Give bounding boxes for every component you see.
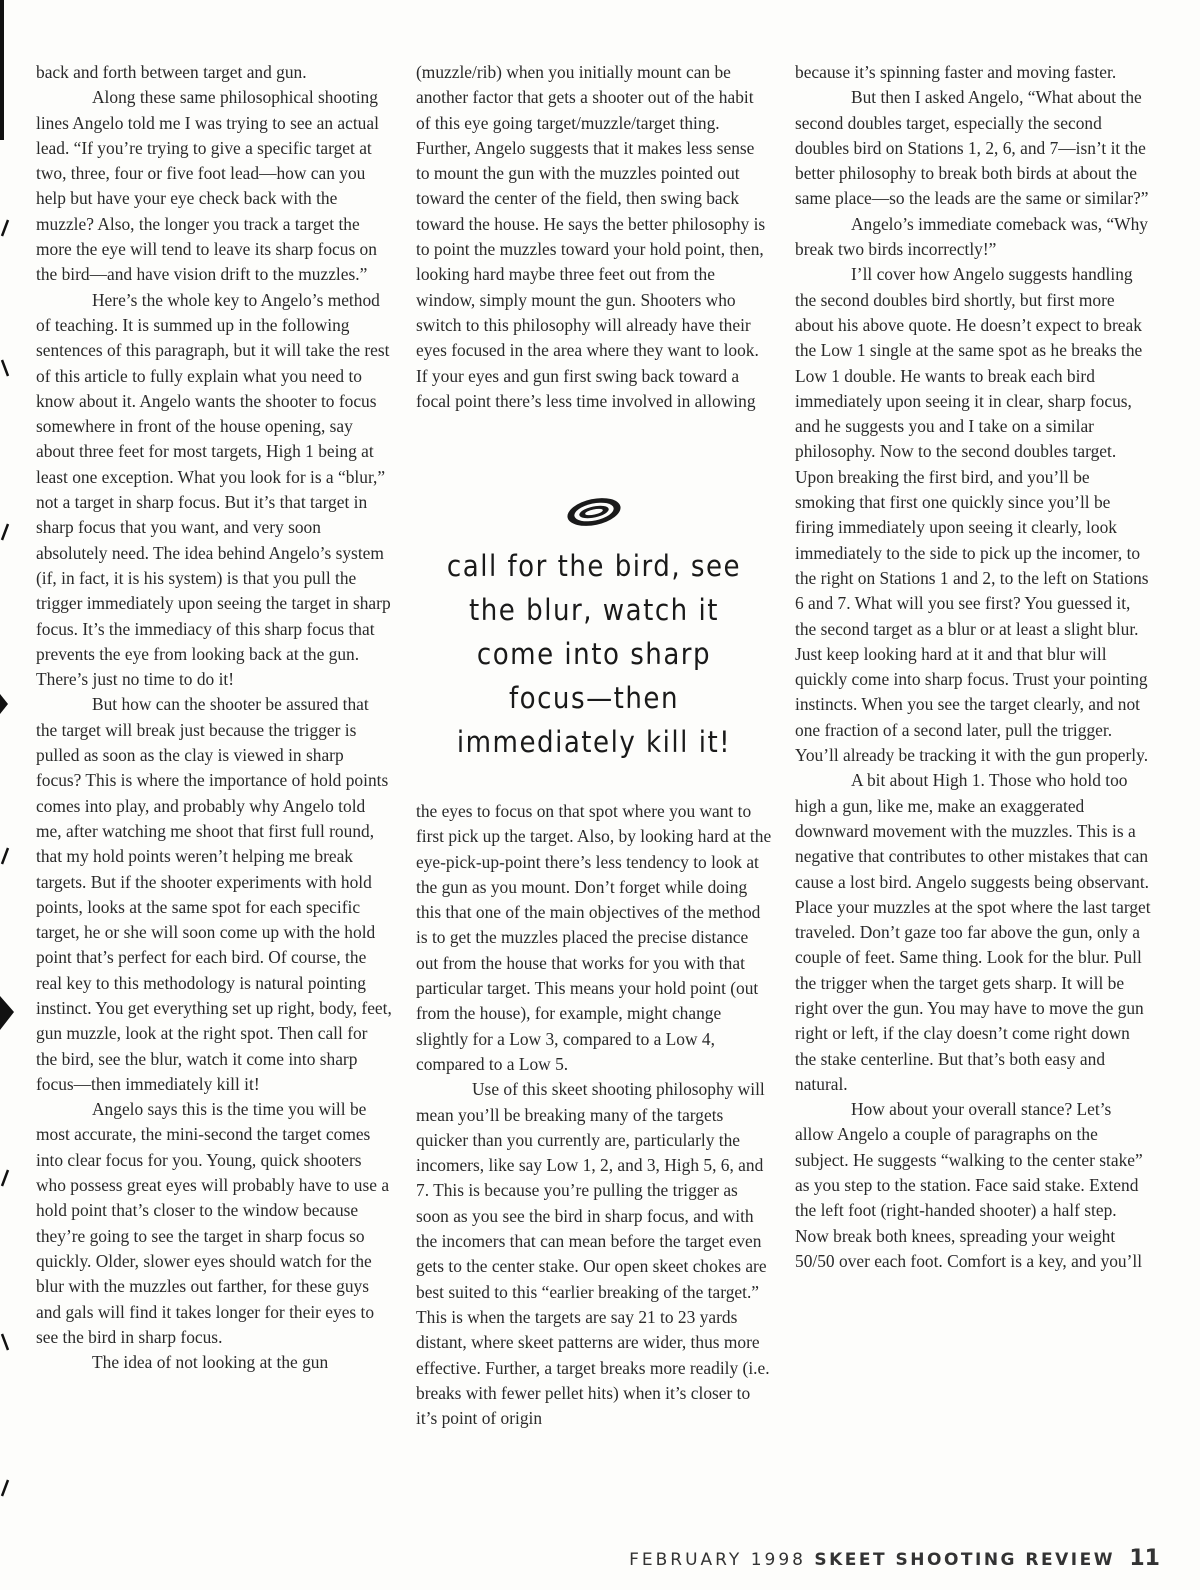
article-column-1 (36, 60, 392, 1375)
article-column-2-top (416, 60, 772, 414)
paragraph: I’ll cover how Angelo suggests handling the second doubles bird shortly, but first more about his above quote. He doesn’t expect to break the Low 1 single at the same spot as he breaks the Low 1 double. He wants to break each bird immediately upon seeing it in clear, sharp focus, and he suggests you and I take on a similar philosophy. Now to the second doubles target. Upon breaking the first bird, and you’ll be smoking that first one quickly since you’ll be firing immediately upon seeing it clearly, look immediately to the side to pick up the incomer, to the right on Stations 1 and 2, to the left on Stations 6 and 7. What will you see first? You guessed it, the second target as a blur or at least a slight blur. Just keep looking hard at it and that blur will quickly come into sharp focus. Trust your pointing instincts. When you see the target clearly, and not one fraction of a second later, pull the trigger. You’ll already be tracking it with the gun properly. (795, 264, 1149, 766)
article-column-2-bottom (416, 799, 772, 1431)
paragraph: the eyes to focus on that spot where you want to first pick up the target. Also, by looking hard at the eye-pick-up-point there’s less tendency to look at the gun as you mount. Don’t forget while doing this that one of the main objectives of the method is to get the muzzles placed the precise distance out from the house that works for you with that particular target. This means your hold point (out from the house), for example, might change slightly for a Low 3, compared to a Low 4, compared to a Low 5. (416, 801, 772, 1074)
paragraph: Angelo’s immediate comeback was, “Why break two birds incorrectly!” (795, 213, 1148, 260)
paragraph: How about your overall stance? Let’s allow Angelo a couple of paragraphs on the subject. He suggests “walking to the center stake” as you step to the station. Face said stake. Extend the left foot (right-handed shooter) a half step. Now break both knees, spreading your weight 50/50 over each foot. Comfort is a key, and you’ll (795, 1099, 1143, 1271)
clay-target-icon (565, 494, 623, 530)
magazine-name: SKEET SHOOTING REVIEW (814, 1550, 1115, 1570)
paragraph: The idea of not looking at the gun (92, 1352, 329, 1373)
paragraph: Here’s the whole key to Angelo’s method of teaching. It is summed up in the following sentences of this paragraph, but it will take the rest of this article to fully explain what you need to know about it. Angelo wants the shooter to focus somewhere in front of the house opening, say about three feet for most targets, High 1 being at least one exception. What you look for is a “blur,” not a target in sharp focus. But it’s that target in sharp focus that you want, and very soon absolutely need. The idea behind Angelo’s system (if, in fact, it is his system) is that you pull the trigger immediately upon seeing the target in sharp focus. It’s the immediacy of this sharp focus that prevents the eye from looking back at the gun. There’s just no time to do it! (36, 289, 391, 690)
paragraph: Angelo says this is the time you will be most accurate, the mini-second the target comes into clear focus for you. Young, quick shooters who possess great eyes will probably have to use a hold point that’s closer to the window because they’re going to see the target in sharp focus so quickly. Older, slower eyes should watch for the blur with the muzzles out farther, for these guys and gals will find it takes longer for their eyes to see the bird in sharp focus. (36, 1099, 390, 1347)
pull-quote (416, 488, 772, 788)
article-column-3 (795, 60, 1151, 1274)
paragraph: But then I asked Angelo, “What about the second doubles target, especially the second doubles bird on Stations 1, 2, 6, and 7—isn’t it the better philosophy to break both birds at about the same place—so the leads are the same or similar?” (795, 87, 1149, 209)
paragraph: A bit about High 1. Those who hold too high a gun, like me, make an exaggerated downward movement with the muzzles. This is a negative that contributes to other mistakes that can cause a lost bird. Angelo suggests being observant. Place your muzzles at the spot where the last target traveled. Don’t gaze too far above the gun, only a couple of feet. Same thing. Look for the blur. Pull the trigger when the target gets sharp. It will be right over the gun. You may have to move the gun right or left, if the clay doesn’t come right down the stake centerline. But that’s both easy and natural. (795, 770, 1151, 1094)
paragraph: back and forth between target and gun. (36, 62, 307, 82)
binding-edge-marks (0, 0, 14, 1590)
paragraph: But how can the shooter be assured that the target will break just because the trigger is pulled as soon as the clay is viewed in sharp focus? This is where the importance of hold points comes into play, and probably why Angelo told me, after watching me shoot that first full round, that my hold points weren’t helping me break targets. But if the shooter experiments with hold points, looks at the same spot for each specific target, he or she will soon come up with the hold point that’s perfect for each bird. Of course, the real key to this methodology is natural pointing instinct. You get everything set up right, body, feet, gun muzzle, look at the right spot. Then call for the bird, see the blur, watch it come into sharp focus—then immediately kill it! (36, 694, 392, 1094)
page-footer (629, 1546, 1160, 1571)
paragraph: Use of this skeet shooting philosophy will mean you’ll be breaking many of the targets quicker than you currently are, particularly the incomers, like say Low 1, 2, and 3, High 5, 6, and 7. This is because you’re pulling the trigger as soon as you see the bird in sharp focus, and with the incomers that can mean before the target even gets to the center stake. Our open skeet chokes are best suited to this “earlier breaking of the target.” This is when the targets are say 21 to 23 yards distant, where skeet patterns are wider, thus more effective. Further, a target breaks more readily (i.e. breaks with fewer pellet hits) when it’s closer to it’s point of origin (416, 1079, 770, 1429)
paragraph: (muzzle/rib) when you initially mount can be another factor that gets a shooter out of the habit of this eye going target/muzzle/target thing. Further, Angelo suggests that it makes less sense to mount the gun with the muzzles pointed out toward the center of the field, then swing back toward the house. He says the better philosophy is to point the muzzles toward your hold point, then, looking hard maybe three feet out from the window, simply mount the gun. Shooters who switch to this philosophy will already have their eyes focused in the area where they want to look. If your eyes and gun first swing back toward a focal point there’s less time involved in allowing (416, 62, 766, 411)
issue-date: FEBRUARY 1998 (629, 1550, 806, 1570)
page-number: 11 (1129, 1546, 1160, 1571)
pull-quote-text: call for the bird, see the blur, watch it come into sharp focus—then immediately kill it! (446, 549, 742, 759)
paragraph: Along these same philosophical shooting lines Angelo told me I was trying to see an actual lead. “If you’re trying to give a specific target at two, three, four or five foot lead—how can you help but have your eye check back with the muzzle? Also, the longer you track a target the more the eye will tend to leave its sharp focus on the bird—and have vision drift to the muzzles.” (36, 87, 379, 285)
paragraph: because it’s spinning faster and moving faster. (795, 62, 1117, 82)
